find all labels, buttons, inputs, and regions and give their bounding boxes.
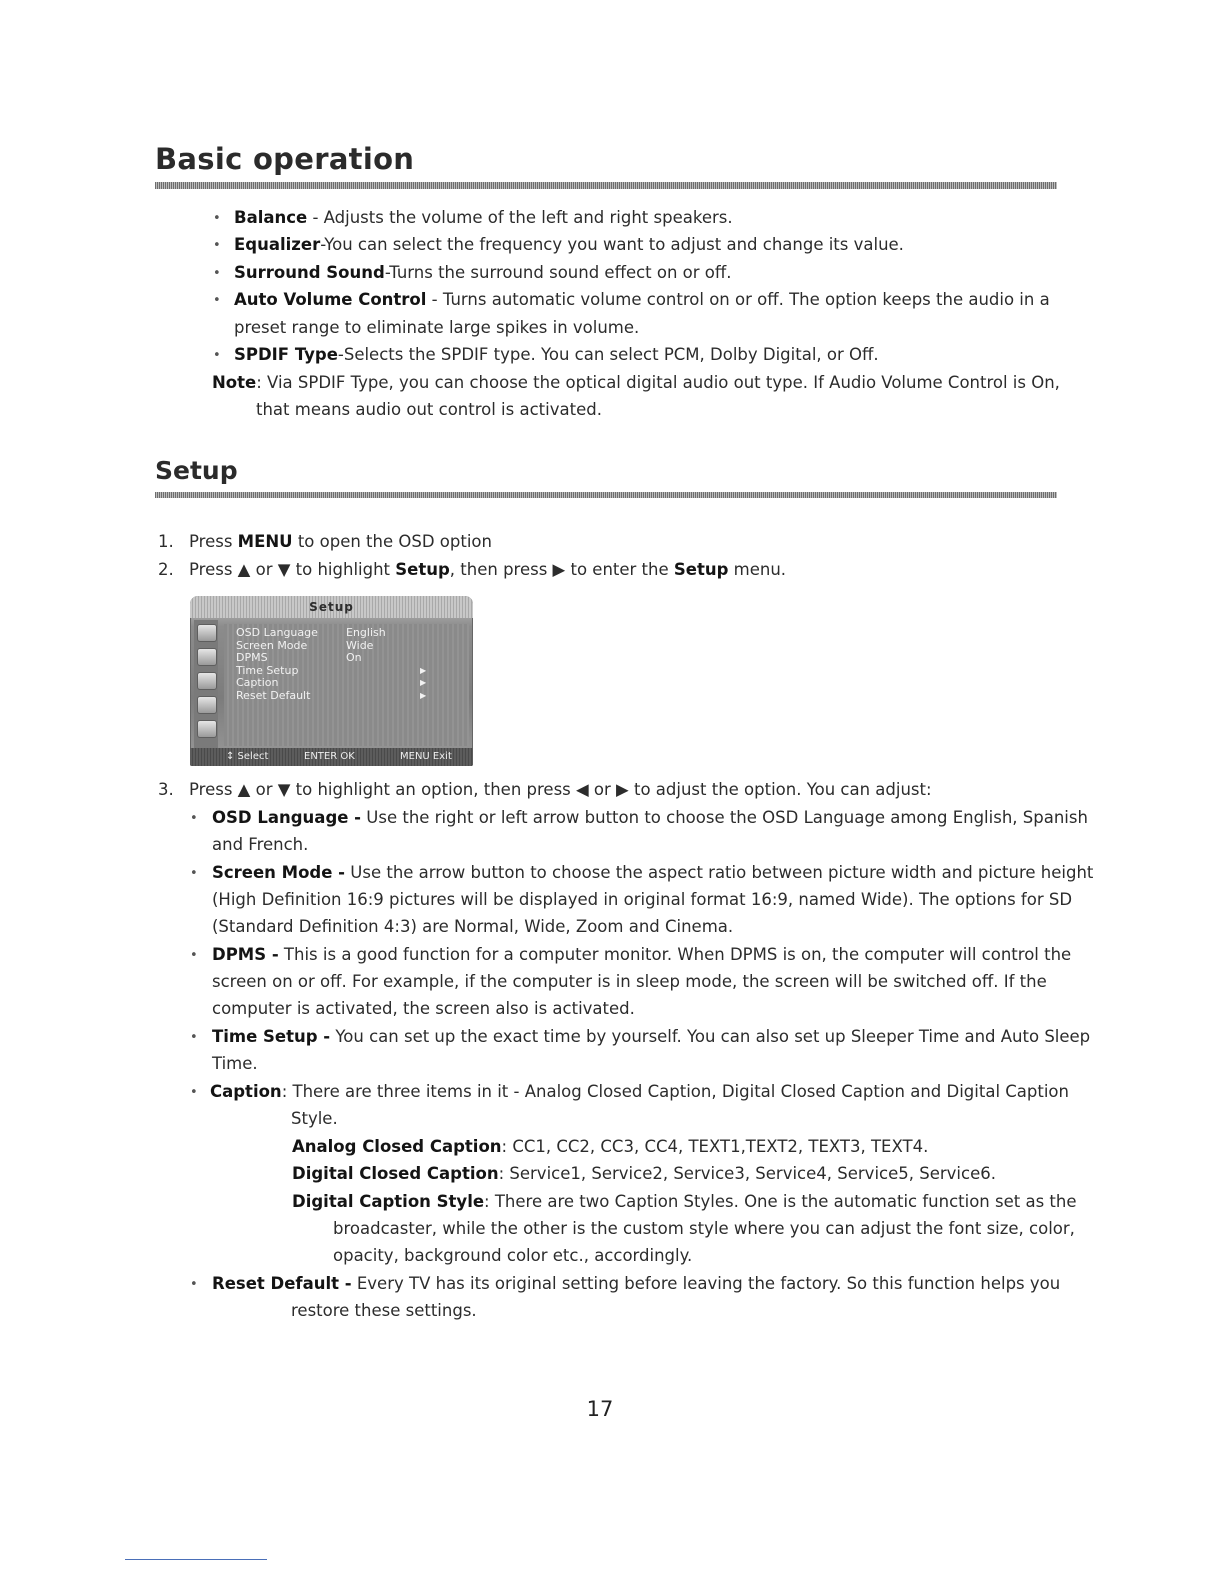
osd-menu-row: Caption ▶	[236, 676, 427, 689]
section-divider	[155, 182, 1057, 189]
page-number: 17	[586, 1397, 614, 1421]
osd-menu-row: OSD Language English	[236, 626, 386, 639]
list-item-equalizer: Equalizer-You can select the frequency you want to adjust and change its value.	[234, 235, 904, 254]
osd-menu-row: DPMS On	[236, 651, 362, 664]
list-item-continuation: preset range to eliminate large spikes in volume.	[234, 318, 640, 337]
osd-menu-title: Setup	[190, 596, 473, 618]
bullet: •	[190, 1030, 198, 1045]
option-caption: Caption: There are three items in it - Analog Closed Caption, Digital Closed Caption and Digital Caption	[210, 1082, 1069, 1101]
option-continuation: computer is activated, the screen also is activated.	[212, 999, 635, 1018]
option-time-setup: Time Setup - You can set up the exact time by yourself. You can also set up Sleeper Time and Auto Sleep	[212, 1027, 1091, 1046]
caption-analog-closed-caption: Analog Closed Caption: CC1, CC2, CC3, CC4, TEXT1,TEXT2, TEXT3, TEXT4.	[292, 1137, 929, 1156]
setup-icon	[197, 672, 217, 690]
osd-menu-footer	[190, 748, 473, 766]
section-title-setup: Setup	[155, 456, 238, 485]
section-title-basic-operation: Basic operation	[155, 142, 415, 176]
bullet: •	[213, 266, 221, 281]
section-divider	[155, 492, 1057, 498]
list-item-spdif-type: SPDIF Type-Selects the SPDIF type. You can select PCM, Dolby Digital, or Off.	[234, 345, 879, 364]
list-item-auto-volume-control: Auto Volume Control - Turns automatic volume control on or off. The option keeps the audio in a	[234, 290, 1050, 309]
footer-line	[125, 1559, 267, 1560]
option-continuation: Style.	[291, 1109, 338, 1128]
osd-menu-row: Screen Mode Wide	[236, 638, 374, 652]
step-number: 2.	[158, 560, 174, 579]
option-continuation: broadcaster, while the other is the custom style where you can adjust the font size, color,	[333, 1219, 1075, 1238]
osd-footer-enter: ENTER OK	[304, 751, 355, 762]
option-reset-default: Reset Default - Every TV has its original setting before leaving the factory. So this function helps you	[212, 1274, 1061, 1293]
caption-digital-closed-caption: Digital Closed Caption: Service1, Service2, Service3, Service4, Service5, Service6.	[292, 1164, 996, 1183]
option-continuation: restore these settings.	[291, 1301, 477, 1320]
list-item-balance: Balance - Adjusts the volume of the left and right speakers.	[234, 208, 733, 227]
osd-menu-row: Reset Default ▶	[236, 688, 427, 702]
channel-icon	[197, 720, 217, 738]
option-osd-language: OSD Language - Use the right or left arrow button to choose the OSD Language among English, Spanish	[212, 808, 1088, 827]
option-continuation: (High Definition 16:9 pictures will be displayed in original format 16:9, named Wide). The options for SD	[212, 890, 1073, 909]
step-2-text: Press ▲ or ▼ to highlight Setup, then press ▶ to enter the Setup menu.	[189, 560, 787, 579]
option-continuation: screen on or off. For example, if the computer is in sleep mode, the screen will be switched off. If the	[212, 972, 1047, 991]
caption-digital-caption-style: Digital Caption Style: There are two Caption Styles. One is the automatic function set as the	[292, 1192, 1077, 1211]
bullet: •	[213, 238, 221, 253]
step-1-text: Press MENU to open the OSD option	[189, 532, 492, 551]
list-item-surround-sound: Surround Sound-Turns the surround sound effect on or off.	[234, 263, 732, 282]
option-continuation: and French.	[212, 835, 309, 854]
note-continuation: that means audio out control is activated.	[256, 400, 602, 419]
bullet: •	[190, 948, 198, 963]
sound-icon	[197, 648, 217, 666]
bullet: •	[213, 211, 221, 226]
step-number: 1.	[158, 532, 174, 551]
step-number: 3.	[158, 780, 174, 799]
osd-footer-menu: MENU Exit	[400, 751, 452, 762]
option-dpms: DPMS - This is a good function for a computer monitor. When DPMS is on, the computer will control the	[212, 945, 1072, 964]
option-screen-mode: Screen Mode - Use the arrow button to choose the aspect ratio between picture width and picture height	[212, 863, 1094, 882]
bullet: •	[190, 1085, 198, 1100]
bullet: •	[190, 811, 198, 826]
bullet: •	[190, 866, 198, 881]
bullet: •	[213, 348, 221, 363]
osd-footer-select: ↕ Select	[226, 751, 269, 762]
picture-icon	[197, 624, 217, 642]
bullet: •	[213, 293, 221, 308]
step-3-text: Press ▲ or ▼ to highlight an option, then press ◀ or ▶ to adjust the option. You can adjust:	[189, 780, 932, 799]
option-continuation: (Standard Definition 4:3) are Normal, Wide, Zoom and Cinema.	[212, 917, 734, 936]
note-text: Note: Via SPDIF Type, you can choose the optical digital audio out type. If Audio Volume Control is On,	[212, 373, 1060, 392]
option-continuation: opacity, background color etc., accordingly.	[333, 1246, 693, 1265]
option-continuation: Time.	[212, 1054, 258, 1073]
lock-icon	[197, 696, 217, 714]
osd-setup-menu-image	[190, 596, 473, 766]
osd-menu-row: Time Setup ▶	[236, 663, 427, 677]
bullet: •	[190, 1277, 198, 1292]
